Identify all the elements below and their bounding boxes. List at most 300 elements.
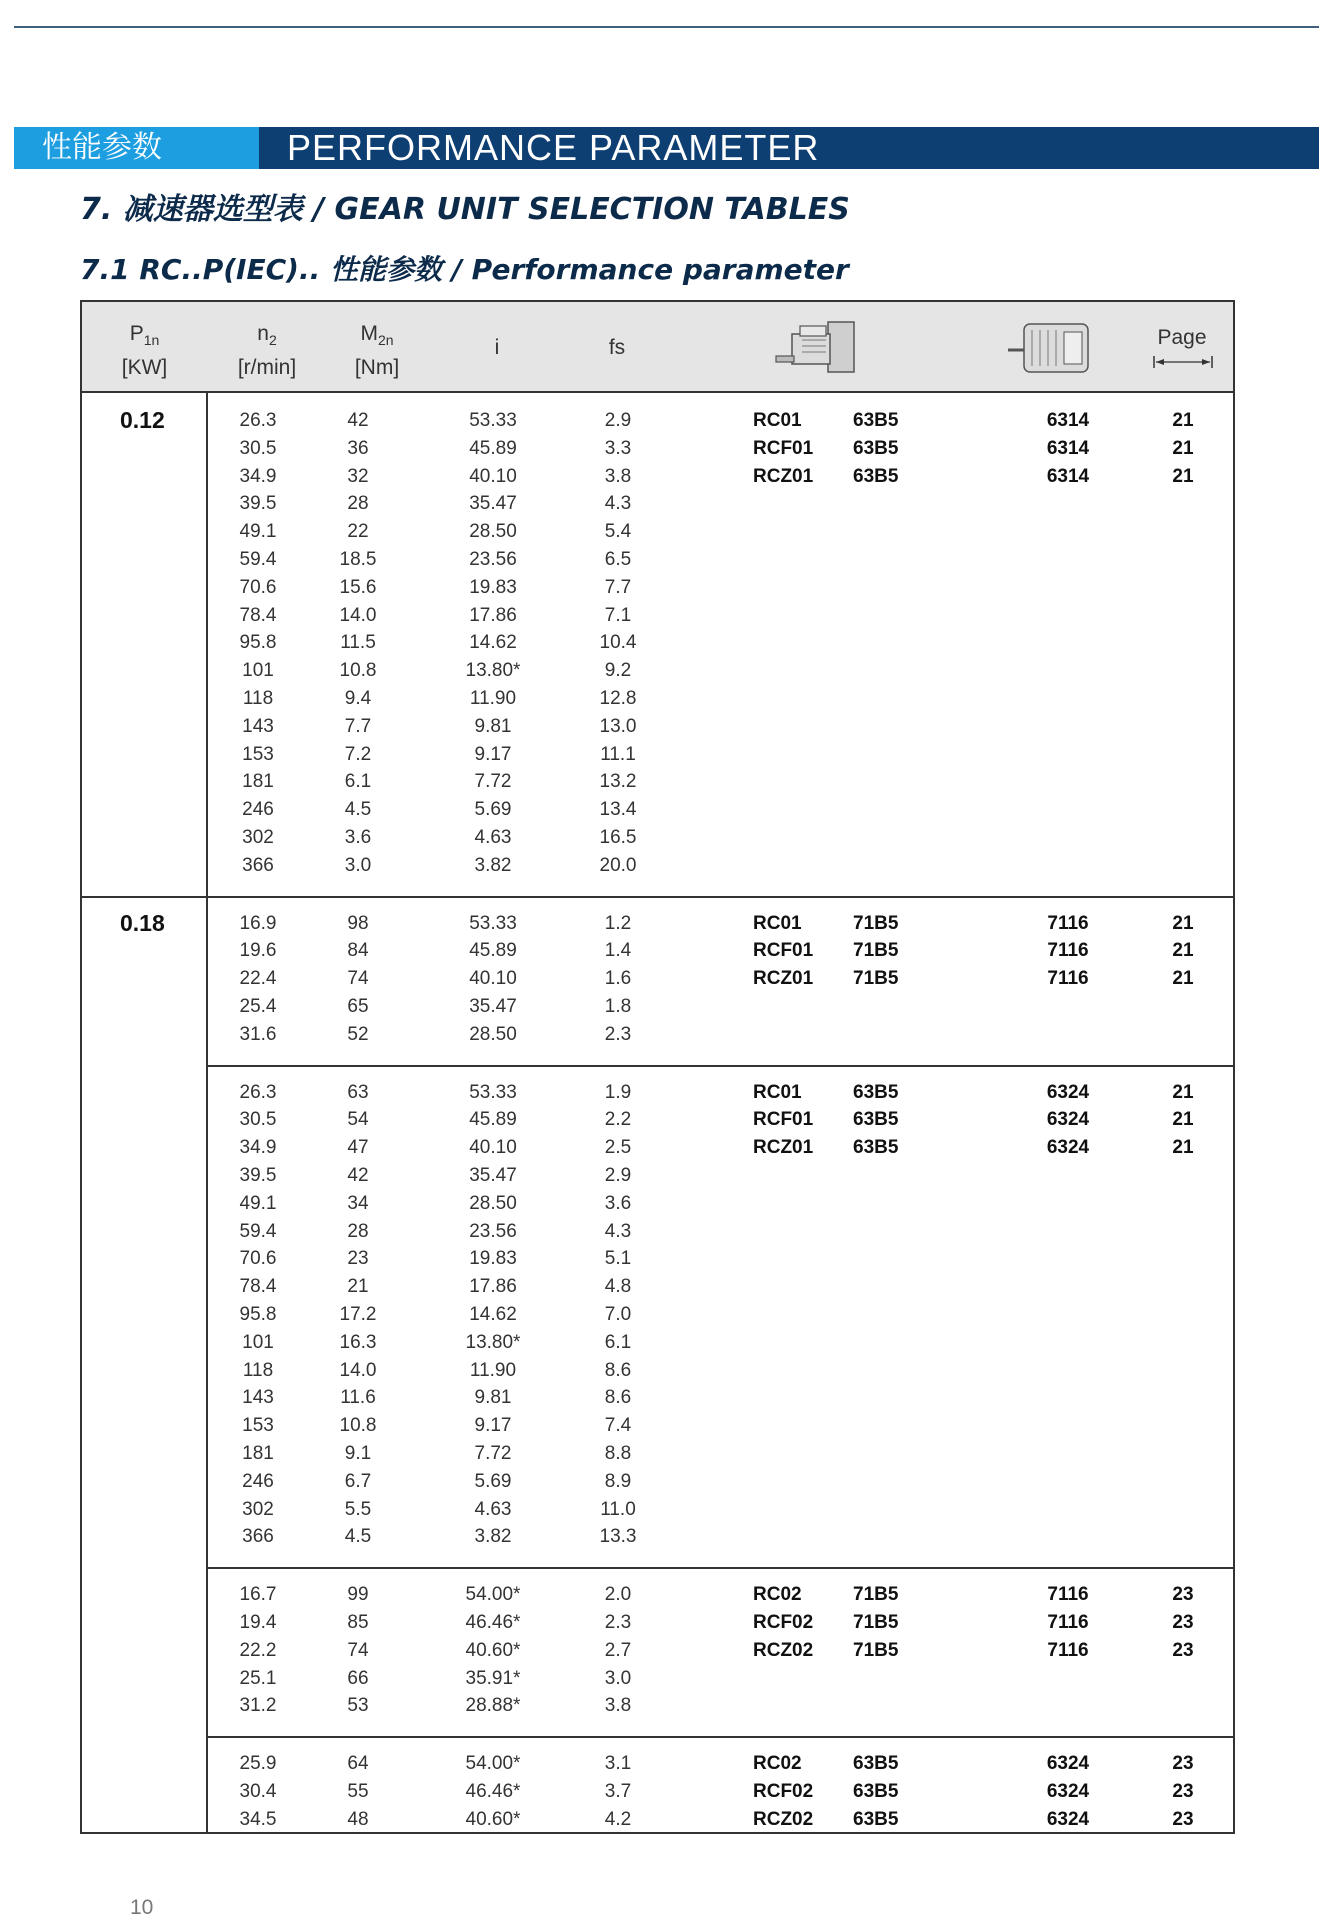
n2-value: 95.8 — [239, 1304, 277, 1325]
ratio-value: 40.10 — [469, 968, 517, 990]
n2-value: 34.9 — [239, 1137, 277, 1159]
ratio-value: 40.10 — [469, 465, 517, 487]
page-ref: 23 — [1172, 1808, 1194, 1830]
fs-value: 11.0 — [600, 1498, 636, 1520]
ratio-value: 5.69 — [474, 1470, 512, 1492]
section-title: 7. 减速器选型表 / GEAR UNIT SELECTION TABLES — [80, 192, 850, 227]
fs-value: 2.7 — [604, 1639, 632, 1661]
page-ref: 23 — [1172, 1781, 1194, 1802]
m2n-value: 21 — [347, 1276, 369, 1298]
ratio-value: 35.47 — [469, 996, 517, 1017]
flange-value: 63B5 — [853, 437, 899, 459]
n2-value: 30.5 — [239, 1109, 277, 1131]
type-value: RCF02 — [753, 1612, 814, 1633]
fs-value: 7.4 — [604, 1415, 632, 1437]
table-row — [208, 1332, 1235, 1360]
ratio-value: 45.89 — [469, 940, 517, 962]
fs-value: 4.3 — [604, 493, 632, 515]
header-fs: fs — [608, 336, 626, 359]
table-row — [208, 688, 1235, 716]
m2n-value: 14.0 — [339, 1359, 377, 1381]
table-row — [208, 1443, 1235, 1471]
n2-value: 78.4 — [239, 604, 277, 626]
flange-value: 63B5 — [853, 1781, 899, 1802]
m2n-value: 4.5 — [344, 799, 372, 821]
fs-value: 3.8 — [604, 1695, 632, 1717]
ratio-value: 14.62 — [469, 1304, 517, 1325]
motor-value: 7116 — [1047, 912, 1089, 934]
motor-value: 7116 — [1047, 1612, 1089, 1633]
table-row — [208, 996, 1235, 1024]
n2-value: 16.9 — [239, 912, 277, 934]
ratio-value: 3.82 — [474, 854, 512, 876]
motor-value: 7116 — [1047, 1639, 1089, 1661]
m2n-value: 23 — [347, 1248, 369, 1270]
ratio-value: 35.91* — [465, 1667, 521, 1689]
fs-value: 11.1 — [600, 743, 636, 765]
m2n-value: 65 — [347, 996, 369, 1017]
flange-value: 71B5 — [853, 1612, 899, 1633]
fs-value: 1.4 — [604, 940, 632, 962]
n2-value: 22.2 — [239, 1639, 277, 1661]
m2n-value: 18.5 — [339, 549, 377, 570]
m2n-value: 10.8 — [339, 660, 377, 682]
page-ref: 21 — [1172, 465, 1194, 487]
table-row — [208, 493, 1235, 521]
fs-value: 10.4 — [599, 632, 637, 654]
m2n-value: 14.0 — [339, 604, 377, 626]
n2-value: 19.6 — [239, 940, 277, 962]
n2-value: 78.4 — [239, 1276, 277, 1298]
m2n-value: 74 — [347, 968, 369, 990]
n2-value: 302 — [242, 827, 274, 848]
m2n-value: 6.7 — [344, 1470, 372, 1492]
motor-value: 6314 — [1046, 437, 1090, 459]
fs-value: 2.5 — [604, 1137, 632, 1159]
ratio-value: 35.47 — [469, 493, 517, 515]
m2n-value: 5.5 — [344, 1498, 372, 1520]
m2n-value: 32 — [347, 465, 369, 487]
type-value: RCF01 — [753, 437, 814, 459]
group-divider — [206, 1065, 1233, 1067]
ratio-value: 13.80* — [465, 1331, 521, 1353]
motor-value: 6324 — [1046, 1137, 1090, 1159]
m2n-value: 15.6 — [339, 576, 377, 598]
fs-value: 13.0 — [599, 715, 637, 737]
sub-title: 7.1 RC..P(IEC).. 性能参数 / Performance parameter — [80, 253, 849, 286]
m2n-value: 11.6 — [340, 1387, 376, 1409]
ratio-value: 9.17 — [474, 743, 512, 765]
fs-value: 8.6 — [604, 1387, 632, 1409]
type-value: RCZ01 — [753, 968, 814, 990]
type-value: RC02 — [753, 1584, 802, 1606]
ratio-value: 53.33 — [469, 410, 517, 431]
ratio-value: 9.81 — [474, 1387, 512, 1409]
n2-value: 19.4 — [239, 1612, 277, 1633]
n2-value: 30.4 — [239, 1781, 277, 1802]
n2-value: 70.6 — [239, 576, 277, 598]
table-row — [208, 744, 1235, 772]
fs-value: 3.8 — [604, 465, 632, 487]
ratio-value: 23.56 — [469, 549, 517, 570]
ratio-value: 9.17 — [474, 1415, 512, 1437]
table-row — [208, 410, 1235, 438]
type-value: RC01 — [753, 1081, 802, 1103]
n2-value: 118 — [242, 688, 274, 709]
fs-value: 3.6 — [604, 1192, 632, 1214]
ratio-value: 7.72 — [474, 771, 512, 793]
page-ref: 23 — [1172, 1584, 1194, 1606]
header-m2n: $M_{2n}$ [Nm] — [354, 322, 400, 380]
table-row — [208, 632, 1235, 660]
type-value: RC01 — [753, 912, 802, 934]
page-range-icon — [1152, 354, 1214, 370]
table-row — [208, 1221, 1235, 1249]
banner-en-title: PERFORMANCE PARAMETER — [259, 127, 1319, 169]
n2-value: 366 — [242, 854, 274, 876]
type-value: RCZ01 — [753, 465, 814, 487]
m2n-value: 85 — [347, 1612, 369, 1633]
ratio-value: 40.10 — [469, 1137, 517, 1159]
m2n-value: 17.2 — [339, 1304, 377, 1325]
type-value: RC01 — [753, 410, 802, 431]
flange-value: 71B5 — [853, 940, 899, 962]
fs-value: 3.7 — [604, 1781, 632, 1802]
fs-value: 2.3 — [604, 1612, 632, 1633]
motor-value: 6324 — [1046, 1109, 1090, 1131]
fs-value: 7.0 — [604, 1304, 632, 1325]
page-ref: 21 — [1172, 940, 1194, 962]
table-row — [208, 1193, 1235, 1221]
table-row — [208, 1753, 1235, 1781]
ratio-value: 40.60* — [465, 1639, 521, 1661]
table-row — [208, 660, 1235, 688]
m2n-value: 47 — [347, 1137, 369, 1159]
table-row — [208, 968, 1235, 996]
table-row — [208, 1695, 1235, 1723]
m2n-value: 11.5 — [340, 632, 376, 654]
m2n-value: 28 — [347, 1220, 369, 1242]
page-ref: 23 — [1172, 1612, 1194, 1633]
ratio-value: 11.90 — [469, 1359, 517, 1381]
fs-value: 1.8 — [604, 996, 632, 1017]
table-row — [208, 1360, 1235, 1388]
ratio-value: 45.89 — [469, 437, 517, 459]
table-row — [208, 438, 1235, 466]
ratio-value: 28.88* — [465, 1695, 521, 1717]
ratio-value: 4.63 — [474, 1498, 512, 1520]
fs-value: 1.6 — [604, 968, 632, 990]
page-ref: 21 — [1172, 968, 1194, 990]
m2n-value: 54 — [347, 1109, 369, 1131]
ratio-value: 54.00* — [465, 1584, 521, 1606]
fs-value: 13.3 — [599, 1526, 637, 1548]
page-ref: 23 — [1172, 1753, 1194, 1775]
table-row — [208, 940, 1235, 968]
table-row — [208, 1024, 1235, 1052]
ratio-value: 19.83 — [469, 1248, 517, 1270]
m2n-value: 53 — [347, 1695, 369, 1717]
n2-value: 26.3 — [239, 1081, 277, 1103]
n2-value: 246 — [242, 1470, 274, 1492]
n2-value: 31.2 — [239, 1695, 277, 1717]
m2n-value: 36 — [347, 437, 369, 459]
m2n-value: 34 — [347, 1192, 369, 1214]
n2-value: 31.6 — [239, 1023, 277, 1045]
header-i: i — [494, 336, 500, 359]
fs-value: 8.9 — [604, 1470, 632, 1492]
flange-value: 63B5 — [853, 1808, 899, 1830]
fs-value: 13.2 — [599, 771, 637, 793]
m2n-value: 16.3 — [339, 1331, 377, 1353]
fs-value: 3.0 — [604, 1667, 632, 1689]
m2n-value: 52 — [347, 1023, 369, 1045]
fs-value: 12.8 — [599, 688, 637, 709]
fs-value: 6.5 — [604, 549, 632, 570]
page-ref: 21 — [1172, 437, 1194, 459]
m2n-value: 9.1 — [344, 1443, 372, 1464]
fs-value: 13.4 — [599, 799, 637, 821]
table-row — [208, 1640, 1235, 1668]
fs-value: 2.3 — [604, 1023, 632, 1045]
ratio-value: 53.33 — [469, 1081, 517, 1103]
n2-value: 366 — [242, 1526, 274, 1548]
fs-value: 8.6 — [604, 1359, 632, 1381]
fs-value: 4.2 — [604, 1808, 632, 1830]
n2-value: 143 — [242, 1387, 274, 1409]
ratio-value: 19.83 — [469, 576, 517, 598]
fs-value: 5.1 — [604, 1248, 632, 1270]
n2-value: 153 — [242, 1415, 274, 1437]
table-row — [208, 1612, 1235, 1640]
banner-cn-title: 性能参数 — [14, 127, 259, 169]
table-row — [208, 1248, 1235, 1276]
page-number: 10 — [130, 1896, 154, 1919]
m2n-value: 66 — [347, 1667, 369, 1689]
ratio-value: 17.86 — [469, 1276, 517, 1298]
type-value: RC02 — [753, 1753, 802, 1775]
m2n-value: 84 — [347, 940, 369, 962]
gear-unit-icon — [772, 316, 872, 380]
m2n-value: 64 — [347, 1753, 369, 1775]
ratio-value: 4.63 — [474, 827, 512, 848]
group-divider — [206, 1567, 1233, 1569]
n2-value: 181 — [242, 1443, 274, 1464]
type-value: RCZ02 — [753, 1639, 814, 1661]
ratio-value: 28.50 — [469, 521, 517, 543]
table-row — [208, 799, 1235, 827]
ratio-value: 9.81 — [474, 715, 512, 737]
group-divider — [206, 1736, 1233, 1738]
ratio-value: 35.47 — [469, 1165, 517, 1186]
fs-value: 7.1 — [604, 604, 632, 626]
n2-value: 101 — [242, 1331, 274, 1353]
m2n-value: 99 — [347, 1584, 369, 1606]
fs-value: 4.8 — [604, 1276, 632, 1298]
table-row — [208, 1304, 1235, 1332]
n2-value: 70.6 — [239, 1248, 277, 1270]
n2-value: 101 — [242, 660, 274, 682]
table-row — [208, 1165, 1235, 1193]
table-row — [208, 1668, 1235, 1696]
ratio-value: 40.60* — [465, 1808, 521, 1830]
flange-value: 63B5 — [853, 410, 899, 431]
header-page: Page — [1157, 326, 1207, 349]
ratio-value: 54.00* — [465, 1753, 521, 1775]
section-banner — [14, 127, 1319, 169]
n2-value: 25.4 — [239, 996, 277, 1017]
n2-value: 39.5 — [239, 493, 277, 515]
n2-value: 49.1 — [239, 521, 277, 543]
m2n-value: 7.2 — [344, 743, 372, 765]
m2n-value: 98 — [347, 912, 369, 934]
ratio-value: 3.82 — [474, 1526, 512, 1548]
ratio-value: 13.80* — [465, 660, 521, 682]
m2n-value: 74 — [347, 1639, 369, 1661]
type-value: RCF02 — [753, 1781, 814, 1802]
m2n-value: 63 — [347, 1081, 369, 1103]
m2n-value: 42 — [347, 410, 369, 431]
page-ref: 21 — [1172, 912, 1194, 934]
fs-value: 2.2 — [604, 1109, 632, 1131]
flange-value: 63B5 — [853, 465, 899, 487]
motor-value: 6314 — [1046, 410, 1090, 431]
table-row — [208, 1781, 1235, 1809]
table-row — [208, 1276, 1235, 1304]
flange-value: 71B5 — [853, 912, 899, 934]
type-value: RCF01 — [753, 1109, 814, 1131]
motor-value: 6324 — [1046, 1753, 1090, 1775]
table-row — [208, 1809, 1235, 1837]
flange-value: 71B5 — [853, 968, 899, 990]
fs-value: 4.3 — [604, 1220, 632, 1242]
ratio-value: 7.72 — [474, 1443, 512, 1464]
n2-value: 22.4 — [239, 968, 277, 990]
page-ref: 21 — [1172, 1137, 1194, 1159]
page-ref: 23 — [1172, 1639, 1194, 1661]
n2-value: 25.1 — [239, 1667, 277, 1689]
fs-value: 3.3 — [604, 437, 632, 459]
n2-value: 49.1 — [239, 1192, 277, 1214]
m2n-value: 3.6 — [344, 827, 372, 848]
table-row — [208, 1471, 1235, 1499]
flange-value: 63B5 — [853, 1753, 899, 1775]
header-n2: $n_2$ [r/min] — [237, 322, 297, 380]
motor-value: 7116 — [1047, 940, 1089, 962]
fs-value: 6.1 — [604, 1331, 632, 1353]
table-row — [208, 1526, 1235, 1554]
ratio-value: 28.50 — [469, 1023, 517, 1045]
fs-value: 16.5 — [599, 827, 637, 848]
fs-value: 2.9 — [604, 410, 632, 431]
table-row — [208, 1415, 1235, 1443]
type-value: RCF01 — [753, 940, 814, 962]
ratio-value: 28.50 — [469, 1192, 517, 1214]
ratio-value: 45.89 — [469, 1109, 517, 1131]
performance-table — [80, 300, 1235, 1834]
m2n-value: 9.4 — [344, 688, 372, 709]
n2-value: 16.7 — [239, 1584, 277, 1606]
fs-value: 2.9 — [604, 1165, 632, 1186]
page-ref: 21 — [1172, 410, 1194, 431]
flange-value: 71B5 — [853, 1639, 899, 1661]
motor-value: 6324 — [1046, 1081, 1090, 1103]
ratio-value: 11.90 — [469, 688, 517, 709]
table-row — [208, 549, 1235, 577]
table-row — [208, 521, 1235, 549]
ratio-value: 5.69 — [474, 799, 512, 821]
fs-value: 1.9 — [604, 1081, 632, 1103]
n2-value: 95.8 — [239, 632, 277, 654]
type-value: RCZ02 — [753, 1808, 814, 1830]
n2-value: 181 — [242, 771, 274, 793]
motor-icon — [1004, 316, 1104, 380]
m2n-value: 22 — [347, 521, 369, 543]
fs-value: 5.4 — [604, 521, 632, 543]
table-header — [82, 302, 1233, 393]
table-row — [208, 855, 1235, 883]
header-p1n: $P_{1n}$ [KW] — [121, 322, 168, 380]
group-divider — [82, 896, 1233, 898]
table-row — [208, 1499, 1235, 1527]
flange-value: 63B5 — [853, 1109, 899, 1131]
m2n-value: 6.1 — [344, 771, 372, 793]
n2-value: 143 — [242, 715, 274, 737]
n2-value: 25.9 — [239, 1753, 277, 1775]
table-row — [208, 827, 1235, 855]
power-value: 0.18 — [120, 909, 165, 936]
m2n-value: 10.8 — [339, 1415, 377, 1437]
table-row — [208, 605, 1235, 633]
fs-value: 3.1 — [604, 1753, 632, 1775]
fs-value: 9.2 — [604, 660, 632, 682]
n2-value: 246 — [242, 799, 274, 821]
motor-value: 6324 — [1046, 1781, 1090, 1802]
m2n-value: 3.0 — [344, 854, 372, 876]
n2-value: 302 — [242, 1498, 274, 1520]
table-row — [208, 771, 1235, 799]
table-row — [208, 1109, 1235, 1137]
table-row — [208, 466, 1235, 494]
motor-value: 6324 — [1046, 1808, 1090, 1830]
top-rule — [14, 26, 1319, 28]
n2-value: 34.9 — [239, 465, 277, 487]
m2n-value: 7.7 — [344, 715, 372, 737]
flange-value: 63B5 — [853, 1137, 899, 1159]
n2-value: 34.5 — [239, 1808, 277, 1830]
m2n-value: 28 — [347, 493, 369, 515]
fs-value: 20.0 — [599, 854, 637, 876]
m2n-value: 42 — [347, 1165, 369, 1186]
ratio-value: 14.62 — [469, 632, 517, 654]
n2-value: 153 — [242, 743, 274, 765]
motor-value: 7116 — [1047, 1584, 1089, 1606]
table-row — [208, 716, 1235, 744]
m2n-value: 4.5 — [344, 1526, 372, 1548]
page-ref: 21 — [1172, 1081, 1194, 1103]
table-row — [208, 1584, 1235, 1612]
n2-value: 59.4 — [239, 1220, 277, 1242]
fs-value: 2.0 — [604, 1584, 632, 1606]
fs-value: 7.7 — [604, 576, 632, 598]
type-value: RCZ01 — [753, 1137, 814, 1159]
ratio-value: 23.56 — [469, 1220, 517, 1242]
fs-value: 1.2 — [604, 912, 632, 934]
table-row — [208, 1387, 1235, 1415]
m2n-value: 55 — [347, 1781, 369, 1802]
n2-value: 30.5 — [239, 437, 277, 459]
ratio-value: 17.86 — [469, 604, 517, 626]
